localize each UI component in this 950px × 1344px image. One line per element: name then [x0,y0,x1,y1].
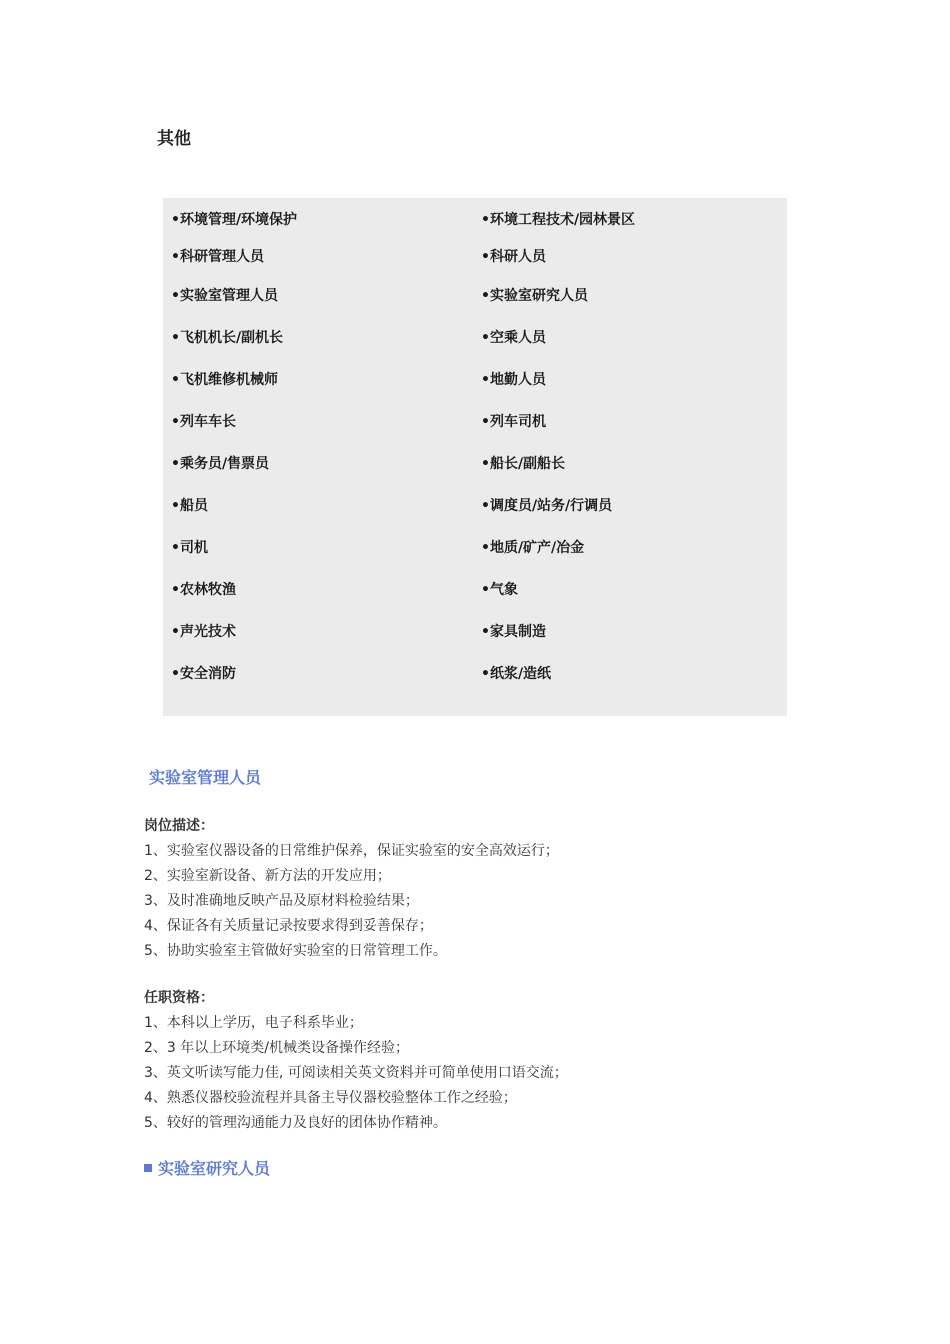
category-item[interactable]: •环境管理/环境保护 [171,212,298,228]
category-item[interactable]: •飞机机长/副机长 [171,330,284,346]
category-item[interactable]: •声光技术 [171,624,236,640]
category-item[interactable]: •实验室管理人员 [171,288,278,304]
next-job-heading [144,1156,270,1179]
next-job-title: 实验室研究人员 [158,1159,271,1178]
category-item[interactable]: •列车司机 [481,414,546,430]
description-heading: 岗位描述： [144,818,214,834]
category-item[interactable]: •科研人员 [481,249,546,265]
category-item[interactable]: •空乘人员 [481,330,546,346]
category-item[interactable]: •乘务员/售票员 [171,456,270,472]
category-item[interactable]: •实验室研究人员 [481,288,588,304]
category-item[interactable]: •调度员/站务/行调员 [481,498,613,514]
requirement-line: 3、英文听读写能力佳, 可阅读相关英文资料并可简单使用口语交流； [144,1065,568,1081]
job-title: 实验室管理人员 [149,768,262,787]
requirements-heading: 任职资格： [144,990,214,1006]
square-bullet-icon [144,1164,152,1172]
category-item[interactable]: •列车车长 [171,414,236,430]
description-line: 4、保证各有关质量记录按要求得到妥善保存； [144,918,433,934]
category-item[interactable]: •船员 [171,498,208,514]
category-item[interactable]: •农林牧渔 [171,582,236,598]
description-line: 2、实验室新设备、新方法的开发应用； [144,868,391,884]
requirement-line: 2、3 年以上环境类/机械类设备操作经验； [144,1040,409,1056]
section-title: 其他 [157,129,191,149]
category-item[interactable]: •家具制造 [481,624,546,640]
category-item[interactable]: •飞机维修机械师 [171,372,278,388]
category-item[interactable]: •气象 [481,582,518,598]
category-item[interactable]: •科研管理人员 [171,249,264,265]
category-item[interactable]: •地勤人员 [481,372,546,388]
description-line: 3、及时准确地反映产品及原材料检验结果； [144,893,419,909]
description-line: 5、协助实验室主管做好实验室的日常管理工作。 [144,943,447,959]
requirement-line: 5、较好的管理沟通能力及良好的团体协作精神。 [144,1115,447,1131]
category-item[interactable]: •安全消防 [171,666,236,682]
description-line: 1、实验室仪器设备的日常维护保养，保证实验室的安全高效运行； [144,843,559,859]
requirement-line: 1、本科以上学历，电子科系毕业； [144,1015,363,1031]
category-item[interactable]: •环境工程技术/园林景区 [481,212,636,228]
category-item[interactable]: •船长/副船长 [481,456,566,472]
category-item[interactable]: •纸浆/造纸 [481,666,552,682]
category-item[interactable]: •地质/矿产/冶金 [481,540,585,556]
category-item[interactable]: •司机 [171,540,208,556]
requirement-line: 4、熟悉仪器校验流程并具备主导仪器校验整体工作之经验； [144,1090,517,1106]
category-grid [163,198,787,716]
